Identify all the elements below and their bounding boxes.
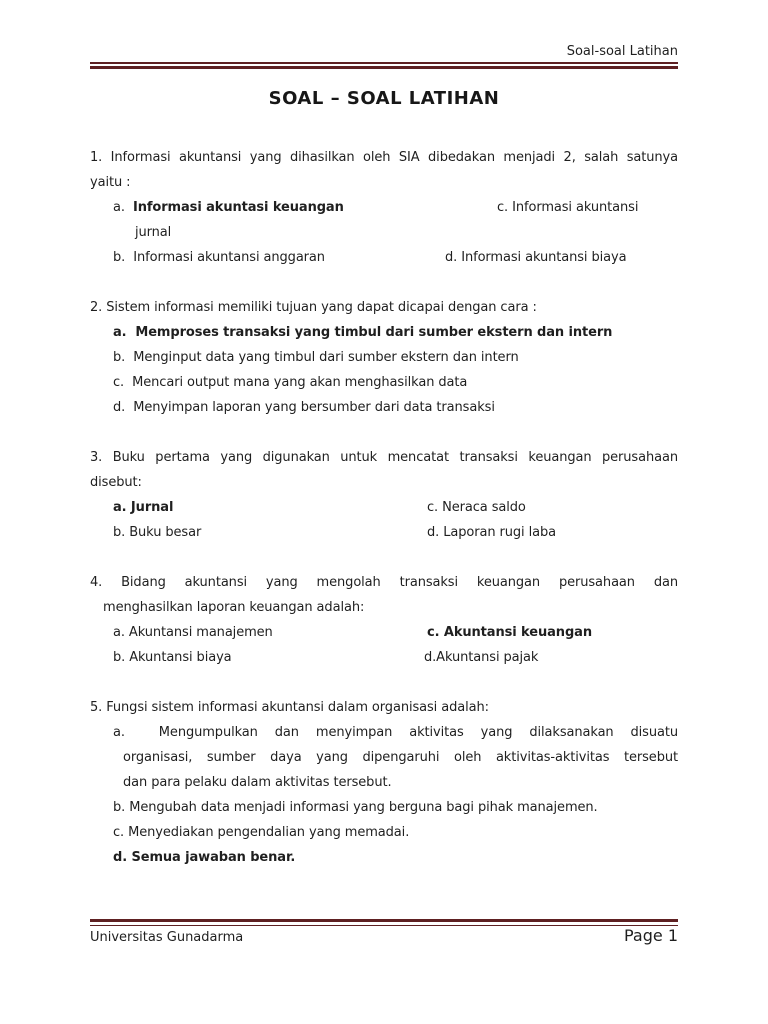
page-title: SOAL – SOAL LATIHAN [268, 88, 500, 109]
text-line [90, 345, 678, 370]
answer-text: 5. Fungsi sistem informasi akuntansi dalam organisasi adalah: [90, 700, 489, 715]
answer-text: b. Mengubah data menjadi informasi yang berguna bagi pihak manajemen. [113, 800, 598, 815]
text-line [90, 695, 678, 720]
header-rule [90, 62, 678, 69]
answer-text: 4. Bidang akuntansi yang mengolah transaksi keuangan perusahaan dan [90, 575, 678, 590]
text-line [90, 770, 678, 795]
footer [90, 926, 678, 945]
text-line [90, 520, 678, 545]
option-right-column [445, 245, 626, 270]
text-line [90, 445, 678, 470]
text-line [90, 795, 678, 820]
answer-text: b. Akuntansi biaya [113, 650, 232, 665]
option-right-column [427, 520, 556, 545]
answer-text-bold: Informasi akuntasi keuangan [132, 200, 344, 215]
text-line [90, 470, 678, 495]
question-2 [90, 295, 678, 420]
answer-text: d. Informasi akuntansi biaya [445, 250, 627, 265]
text-line [90, 745, 678, 770]
answer-text-bold: c. Akuntansi keuangan [427, 625, 592, 640]
answer-text: organisasi, sumber daya yang dipengaruhi oleh aktivitas-aktivitas tersebut [123, 750, 678, 765]
answer-text: c. Informasi akuntansi [497, 200, 639, 215]
text-line [90, 495, 678, 520]
answer-text: c. Mencari output mana yang akan menghasilkan data [113, 375, 468, 390]
option-right-column [427, 495, 526, 520]
option-right-column [497, 195, 638, 220]
answer-text: jurnal [135, 225, 172, 240]
answer-text: 3. Buku pertama yang digunakan untuk mencatat transaksi keuangan perusahaan [90, 450, 678, 465]
questions-area [90, 145, 678, 895]
footer-institution: Universitas Gunadarma [90, 930, 244, 945]
answer-text: a. Akuntansi manajemen [113, 625, 273, 640]
text-line [90, 170, 678, 195]
answer-text: 1. Informasi akuntansi yang dihasilkan oleh SIA dibedakan menjadi 2, salah satunya [90, 150, 678, 165]
text-line [90, 645, 678, 670]
answer-text-bold: a. Memproses transaksi yang timbul dari sumber ekstern dan intern [113, 325, 613, 340]
text-line [90, 820, 678, 845]
answer-text: b. [113, 250, 134, 265]
header-rule-thick-line [90, 66, 678, 69]
answer-text: d.Akuntansi pajak [424, 650, 539, 665]
answer-text: disebut: [90, 475, 142, 490]
answer-text: Informasi akuntansi anggaran [133, 250, 325, 265]
text-line [90, 620, 678, 645]
answer-text: a. [113, 200, 133, 215]
answer-text: c. Menyediakan pengendalian yang memadai. [113, 825, 410, 840]
answer-text: 2. Sistem informasi memiliki tujuan yang dapat dicapai dengan cara : [90, 300, 537, 315]
answer-text: c. Neraca saldo [427, 500, 526, 515]
text-line [90, 570, 678, 595]
text-line [90, 295, 678, 320]
text-line [90, 320, 678, 345]
answer-text: b. Menginput data yang timbul dari sumber ekstern dan intern [113, 350, 519, 365]
answer-text: dan para pelaku dalam aktivitas tersebut. [123, 775, 392, 790]
text-line [90, 720, 678, 745]
text-line [90, 220, 678, 245]
answer-text: d. Laporan rugi laba [427, 525, 556, 540]
question-4 [90, 570, 678, 670]
text-line [90, 245, 678, 270]
footer-rule [90, 919, 678, 926]
footer-page-number: Page 1 [624, 926, 678, 945]
answer-text-bold: a. Jurnal [113, 500, 174, 515]
option-right-column [424, 645, 538, 670]
answer-text: yaitu : [90, 175, 131, 190]
answer-text-bold: d. Semua jawaban benar. [113, 850, 296, 865]
answer-text: menghasilkan laporan keuangan adalah: [103, 600, 365, 615]
text-line [90, 370, 678, 395]
question-1 [90, 145, 678, 270]
text-line [90, 595, 678, 620]
question-5 [90, 695, 678, 870]
answer-text: a. Mengumpulkan dan menyimpan aktivitas yang dilaksanakan disuatu [113, 725, 678, 740]
running-header-text: Soal-soal Latihan [566, 44, 678, 59]
option-right-column [427, 620, 592, 645]
question-3 [90, 445, 678, 545]
text-line [90, 845, 678, 870]
text-line [90, 195, 678, 220]
text-line [90, 395, 678, 420]
running-header [90, 44, 678, 60]
text-line [90, 145, 678, 170]
answer-text: d. Menyimpan laporan yang bersumber dari data transaksi [113, 400, 495, 415]
answer-text: b. Buku besar [113, 525, 202, 540]
